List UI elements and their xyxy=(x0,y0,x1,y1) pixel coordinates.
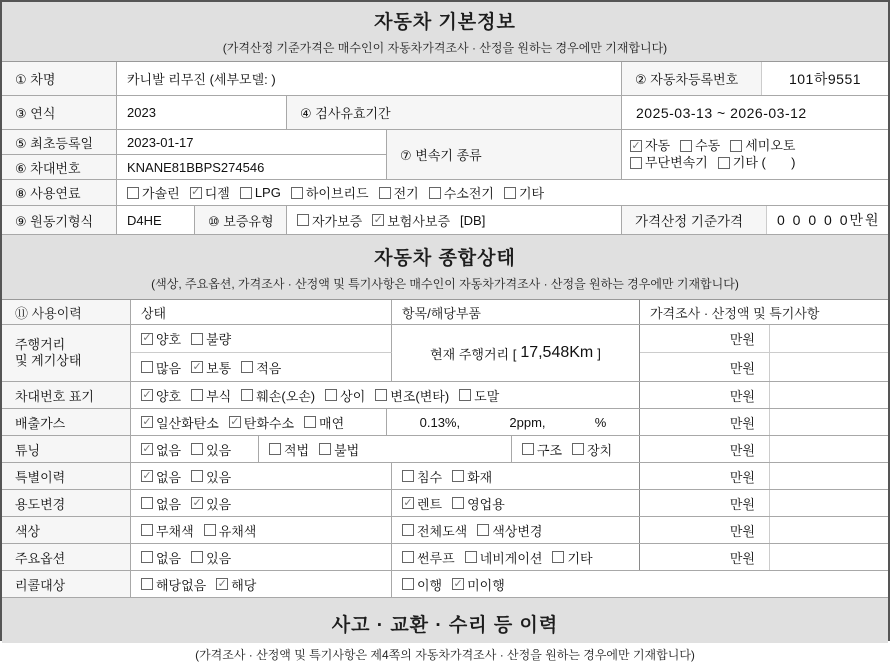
checkbox-label: 기타 xyxy=(518,186,545,201)
unchecked-checkbox-icon[interactable] xyxy=(402,524,414,536)
unchecked-checkbox-icon[interactable] xyxy=(572,443,584,455)
special-price: 만원 xyxy=(640,463,770,489)
overall-header-row xyxy=(2,300,888,325)
unchecked-checkbox-icon[interactable] xyxy=(240,187,252,199)
color-note xyxy=(770,517,888,543)
overall-condition-table xyxy=(2,300,888,598)
checkbox-label: 침수 xyxy=(417,469,443,485)
unchecked-checkbox-icon[interactable] xyxy=(402,470,414,482)
usage-change-type-group xyxy=(392,490,640,516)
checkbox-exists[interactable] xyxy=(191,440,231,459)
section-overall-subtitle: (색상, 주요옵션, 가격조사 · 산정액 및 특기사항은 매수인이 자동차가격조사 · 산정을 원하는 경우에만 기재합니다) xyxy=(151,276,739,291)
engine-value: D4HE xyxy=(117,206,195,234)
emission-hc-value: 2ppm, xyxy=(509,414,546,430)
special-type-group xyxy=(392,463,640,489)
header-price: 가격조사 · 산정액 및 특기사항 xyxy=(650,305,820,321)
checkbox-commercial[interactable] xyxy=(452,494,505,513)
checkbox-label: 썬루프 xyxy=(417,550,455,566)
main-options-price: 만원 xyxy=(640,544,770,570)
row-car-name xyxy=(2,62,888,96)
checked-checkbox-icon[interactable] xyxy=(452,578,464,590)
tuning-label: 튜닝 xyxy=(2,436,131,462)
checkbox-label: 해당없음 xyxy=(156,577,207,593)
main-options-note xyxy=(770,544,888,570)
checkbox-color-change[interactable] xyxy=(477,521,542,540)
color-change-group xyxy=(392,517,640,543)
mileage-amount-group xyxy=(131,353,392,381)
checkbox-label: 수동 xyxy=(695,138,721,154)
checkbox-bad[interactable] xyxy=(191,329,231,348)
inspection-value: 2025-03-13 ~ 2026-03-12 xyxy=(636,104,807,121)
unchecked-checkbox-icon[interactable] xyxy=(379,187,391,199)
checkbox-not-done[interactable] xyxy=(452,575,505,594)
checkbox-damage[interactable] xyxy=(241,386,315,405)
row-emission xyxy=(2,409,888,436)
fuel-options-group xyxy=(117,180,888,205)
first-reg-label: ⑤ 최초등록일 xyxy=(2,130,117,155)
unchecked-checkbox-icon[interactable] xyxy=(127,187,139,199)
special-history-label: 특별이력 xyxy=(2,463,131,489)
color-type-group xyxy=(131,517,392,543)
recall-done-group xyxy=(392,571,640,597)
row-year xyxy=(2,96,888,130)
unchecked-checkbox-icon[interactable] xyxy=(375,389,387,401)
checkbox-label: 상이 xyxy=(340,388,366,404)
main-options-label: 주요옵션 xyxy=(2,544,131,570)
checkbox-rent[interactable] xyxy=(402,494,442,513)
row-firstreg-vin-transmission xyxy=(2,130,888,180)
emission-note xyxy=(770,409,888,435)
checkbox-electric[interactable] xyxy=(379,183,419,202)
emission-co-value: 0.13%, xyxy=(419,414,461,430)
row-color xyxy=(2,517,888,544)
checkbox-good[interactable] xyxy=(141,329,181,348)
checkbox-chromatic[interactable] xyxy=(204,521,257,540)
checkbox-normal[interactable] xyxy=(191,358,231,377)
warranty-db-tag: [DB] xyxy=(460,212,486,228)
unchecked-checkbox-icon[interactable] xyxy=(291,187,303,199)
checkbox-fire[interactable] xyxy=(452,467,492,486)
vin-label: ⑥ 차대번호 xyxy=(2,155,117,179)
checkbox-label: 적법 xyxy=(284,442,310,458)
row-main-options xyxy=(2,544,888,571)
checked-checkbox-icon[interactable] xyxy=(141,416,153,428)
mileage-current-value: 17,548Km xyxy=(520,344,594,361)
checkbox-achromatic[interactable] xyxy=(141,521,194,540)
checkbox-label: 보험사보증 xyxy=(387,213,451,229)
checkbox-label: 부식 xyxy=(206,388,232,404)
row-usage-change xyxy=(2,490,888,517)
checkbox-label: 있음 xyxy=(206,469,232,485)
warranty-options-cell xyxy=(287,206,622,234)
checked-checkbox-icon[interactable] xyxy=(191,497,203,509)
checkbox-insurance[interactable] xyxy=(372,211,450,230)
row-fuel xyxy=(2,180,888,206)
mileage-label-line2: 및 계기상태 xyxy=(15,353,82,368)
unchecked-checkbox-icon[interactable] xyxy=(141,497,153,509)
checked-checkbox-icon[interactable] xyxy=(630,140,642,152)
checkbox-label: 미이행 xyxy=(467,577,505,593)
usage-change-price: 만원 xyxy=(640,490,770,516)
reg-no-value: 101하9551 xyxy=(788,70,862,87)
row-vin-marking xyxy=(2,382,888,409)
checkbox-label: 렌트 xyxy=(417,496,443,512)
tuning-exist-group xyxy=(131,436,259,462)
checkbox-label: 자동 xyxy=(645,138,671,154)
checkbox-not-applicable[interactable] xyxy=(141,575,206,594)
checkbox-label: 하이브리드 xyxy=(305,186,369,201)
checkbox-label: 전체도색 xyxy=(417,523,468,539)
unchecked-checkbox-icon[interactable] xyxy=(204,524,216,536)
unchecked-checkbox-icon[interactable] xyxy=(465,551,477,563)
main-options-type-group xyxy=(392,544,640,570)
color-label: 색상 xyxy=(2,517,131,543)
row-special-history xyxy=(2,463,888,490)
checkbox-different[interactable] xyxy=(325,386,365,405)
section-history-title: 사고 · 교환 · 수리 등 이력 xyxy=(331,615,559,636)
checkbox-flood[interactable] xyxy=(402,467,442,486)
checkbox-co[interactable] xyxy=(141,413,219,432)
section-basic-title: 자동차 기본정보 xyxy=(374,12,516,33)
car-name-value: 카니발 리무진 (세부모델: ) xyxy=(117,62,622,95)
unchecked-checkbox-icon[interactable] xyxy=(297,214,309,226)
checkbox-many[interactable] xyxy=(141,358,181,377)
checkbox-label: 있음 xyxy=(206,496,232,512)
tuning-price: 만원 xyxy=(640,436,770,462)
unchecked-checkbox-icon[interactable] xyxy=(452,497,464,509)
special-exist-group xyxy=(131,463,392,489)
engine-label: ⑨ 원동기형식 xyxy=(2,206,117,234)
unchecked-checkbox-icon[interactable] xyxy=(630,157,642,169)
year-value: 2023 xyxy=(117,96,287,129)
recall-note xyxy=(640,571,888,597)
checkbox-exists[interactable] xyxy=(191,494,231,513)
checked-checkbox-icon[interactable] xyxy=(141,470,153,482)
emission-price: 만원 xyxy=(640,409,770,435)
vin-marking-label: 차대번호 표기 xyxy=(2,382,131,408)
unchecked-checkbox-icon[interactable] xyxy=(191,470,203,482)
header-item: 항목/해당부품 xyxy=(392,300,640,324)
checkbox-full-repaint[interactable] xyxy=(402,521,467,540)
transmission-label: ⑦ 변속기 종류 xyxy=(387,130,622,179)
unchecked-checkbox-icon[interactable] xyxy=(730,140,742,152)
checkbox-label: 화재 xyxy=(467,469,493,485)
checkbox-label: 없음 xyxy=(156,469,182,485)
main-options-exist-group xyxy=(131,544,392,570)
transmission-options-group-1 xyxy=(630,138,805,154)
checkbox-smoke[interactable] xyxy=(304,413,344,432)
checkbox-lpg[interactable] xyxy=(240,185,281,200)
unchecked-checkbox-icon[interactable] xyxy=(680,140,692,152)
section-history-header xyxy=(2,598,888,662)
price-basis-value: 0 0 0 0 0만원 xyxy=(777,212,881,228)
checkbox-few[interactable] xyxy=(241,358,281,377)
checkbox-illegal[interactable] xyxy=(319,440,359,459)
unchecked-checkbox-icon[interactable] xyxy=(504,187,516,199)
checkbox-label: 무단변속기 xyxy=(645,154,708,170)
transmission-options-cell xyxy=(622,130,888,179)
special-note xyxy=(770,463,888,489)
checkbox-label: 무채색 xyxy=(156,523,194,539)
checkbox-label: 네비게이션 xyxy=(479,550,543,566)
basic-info-table xyxy=(2,62,888,235)
first-reg-value: 2023-01-17 xyxy=(117,130,387,155)
checked-checkbox-icon[interactable] xyxy=(372,214,384,226)
mileage-status-group xyxy=(131,325,392,353)
checkbox-none[interactable] xyxy=(141,467,181,486)
checkbox-label: 도말 xyxy=(474,388,500,404)
checkbox-label: 가솔린 xyxy=(142,186,180,201)
checkbox-label: 세미오토 xyxy=(745,138,796,154)
checkbox-label: 이행 xyxy=(417,577,443,593)
reg-no-label: ② 자동차등록번호 xyxy=(622,62,762,95)
checkbox-label: 불량 xyxy=(206,332,232,347)
unchecked-checkbox-icon[interactable] xyxy=(402,578,414,590)
checkbox-label: 많음 xyxy=(156,360,182,376)
tuning-note xyxy=(770,436,888,462)
header-usage: ⑪ 사용이력 xyxy=(2,300,131,324)
checkbox-etc[interactable] xyxy=(718,155,796,171)
checked-checkbox-icon[interactable] xyxy=(191,361,203,373)
checkbox-exists[interactable] xyxy=(191,467,231,486)
checkbox-label: 양호 xyxy=(156,388,182,404)
checkbox-label: 적음 xyxy=(256,360,282,376)
unchecked-checkbox-icon[interactable] xyxy=(552,551,564,563)
transmission-options-group-2 xyxy=(630,155,805,171)
checkbox-label: 변조(변타) xyxy=(390,388,450,404)
warranty-label: ⑩ 보증유형 xyxy=(195,206,287,234)
checkbox-label: LPG xyxy=(254,185,281,200)
checkbox-painted[interactable] xyxy=(459,386,499,405)
row-recall xyxy=(2,571,888,598)
checkbox-semiauto[interactable] xyxy=(730,138,795,154)
recall-applicable-group xyxy=(131,571,392,597)
checkbox-sunroof[interactable] xyxy=(402,548,455,567)
unchecked-checkbox-icon[interactable] xyxy=(429,187,441,199)
checkbox-none[interactable] xyxy=(141,548,181,567)
unchecked-checkbox-icon[interactable] xyxy=(522,443,534,455)
checkbox-none[interactable] xyxy=(141,440,181,459)
unchecked-checkbox-icon[interactable] xyxy=(141,361,153,373)
checkbox-exists[interactable] xyxy=(191,548,231,567)
checkbox-device[interactable] xyxy=(572,440,612,459)
checkbox-cvt[interactable] xyxy=(630,155,708,171)
checkbox-label: 장치 xyxy=(587,442,613,458)
checkbox-none[interactable] xyxy=(141,494,181,513)
checkbox-legal[interactable] xyxy=(269,440,309,459)
fuel-label: ⑧ 사용연료 xyxy=(2,180,117,205)
usage-change-exist-group xyxy=(131,490,392,516)
checkbox-hc[interactable] xyxy=(229,413,294,432)
unchecked-checkbox-icon[interactable] xyxy=(459,389,471,401)
unchecked-checkbox-icon[interactable] xyxy=(718,157,730,169)
vin-marking-note xyxy=(770,382,888,408)
checkbox-label: 보통 xyxy=(206,360,232,376)
row-engine-warranty-price xyxy=(2,206,888,235)
unchecked-checkbox-icon[interactable] xyxy=(269,443,281,455)
unchecked-checkbox-icon[interactable] xyxy=(325,389,337,401)
unchecked-checkbox-icon[interactable] xyxy=(477,524,489,536)
checkbox-manual[interactable] xyxy=(680,138,720,154)
unchecked-checkbox-icon[interactable] xyxy=(191,443,203,455)
mileage-current-prefix: 현재 주행거리 [ xyxy=(430,346,517,362)
checked-checkbox-icon[interactable] xyxy=(402,497,414,509)
checked-checkbox-icon[interactable] xyxy=(229,416,241,428)
checkbox-structure[interactable] xyxy=(522,440,562,459)
checkbox-label: 있음 xyxy=(206,550,232,566)
mileage-note-1 xyxy=(770,325,888,353)
tuning-legal-group xyxy=(259,436,512,462)
checked-checkbox-icon[interactable] xyxy=(141,443,153,455)
checkbox-corrosion[interactable] xyxy=(191,386,231,405)
checkbox-label: 색상변경 xyxy=(492,523,543,539)
checkbox-hybrid[interactable] xyxy=(291,183,369,202)
vin-value: KNANE81BBPS274546 xyxy=(117,155,387,179)
section-basic-subtitle: (가격산정 기준가격은 매수인이 자동차가격조사 · 산정을 원하는 경우에만 기재합니다) xyxy=(222,41,668,55)
checkbox-label: 전기 xyxy=(393,186,419,201)
checkbox-etc[interactable] xyxy=(504,183,544,202)
unchecked-checkbox-icon[interactable] xyxy=(141,551,153,563)
checkbox-good[interactable] xyxy=(141,386,181,405)
inspection-label: ④ 검사유효기간 xyxy=(287,96,622,129)
emission-group xyxy=(131,409,387,435)
unchecked-checkbox-icon[interactable] xyxy=(241,361,253,373)
mileage-price-1: 만원 xyxy=(640,325,770,353)
vin-marking-group xyxy=(131,382,640,408)
checked-checkbox-icon[interactable] xyxy=(190,187,202,199)
checkbox-label: 기타 ( ) xyxy=(732,154,796,170)
color-price: 만원 xyxy=(640,517,770,543)
mileage-label-line1: 주행거리 xyxy=(15,336,66,352)
checkbox-navigation[interactable] xyxy=(465,548,543,567)
checked-checkbox-icon[interactable] xyxy=(141,333,153,345)
checkbox-auto[interactable] xyxy=(630,138,670,154)
checkbox-label: 구조 xyxy=(537,442,563,458)
header-status: 상태 xyxy=(131,300,392,324)
recall-label: 리콜대상 xyxy=(2,571,131,597)
checkbox-label: 훼손(오손) xyxy=(256,388,316,404)
section-overall-header xyxy=(2,235,888,300)
checkbox-gasoline[interactable] xyxy=(127,183,180,202)
checkbox-hydrogen[interactable] xyxy=(429,183,494,202)
row-tuning xyxy=(2,436,888,463)
price-basis-label: 가격산정 기준가격 xyxy=(622,206,767,234)
mileage-note-2 xyxy=(770,353,888,381)
checkbox-label: 기타 xyxy=(567,550,593,566)
checked-checkbox-icon[interactable] xyxy=(216,578,228,590)
emission-label: 배출가스 xyxy=(2,409,131,435)
checkbox-etc[interactable] xyxy=(552,548,592,567)
unchecked-checkbox-icon[interactable] xyxy=(191,551,203,563)
checkbox-label: 있음 xyxy=(206,442,232,458)
car-name-label: ① 차명 xyxy=(2,62,117,95)
year-label: ③ 연식 xyxy=(2,96,117,129)
warranty-options-group xyxy=(297,211,460,230)
unchecked-checkbox-icon[interactable] xyxy=(319,443,331,455)
unchecked-checkbox-icon[interactable] xyxy=(304,416,316,428)
row-mileage xyxy=(2,325,888,382)
usage-change-note xyxy=(770,490,888,516)
section-basic-header xyxy=(2,2,888,62)
checkbox-label: 매연 xyxy=(319,415,345,431)
checkbox-label: 일산화탄소 xyxy=(156,415,219,431)
unchecked-checkbox-icon[interactable] xyxy=(402,551,414,563)
vin-marking-price: 만원 xyxy=(640,382,770,408)
checkbox-label: 불법 xyxy=(334,442,360,458)
usage-change-label: 용도변경 xyxy=(2,490,131,516)
checkbox-label: 없음 xyxy=(156,550,182,566)
checkbox-label: 수소전기 xyxy=(443,186,494,201)
emission-values-cell xyxy=(387,409,640,435)
checkbox-diesel[interactable] xyxy=(190,183,230,202)
unchecked-checkbox-icon[interactable] xyxy=(241,389,253,401)
unchecked-checkbox-icon[interactable] xyxy=(141,578,153,590)
checkbox-altered[interactable] xyxy=(375,386,449,405)
checked-checkbox-icon[interactable] xyxy=(141,389,153,401)
checkbox-label: 탄화수소 xyxy=(243,415,295,431)
checkbox-self[interactable] xyxy=(297,211,362,230)
mileage-current-cell xyxy=(392,325,640,381)
unchecked-checkbox-icon[interactable] xyxy=(191,333,203,345)
checkbox-applicable[interactable] xyxy=(216,575,256,594)
checkbox-label: 없음 xyxy=(156,442,182,458)
section-overall-title: 자동차 종합상태 xyxy=(374,247,516,269)
unchecked-checkbox-icon[interactable] xyxy=(452,470,464,482)
checkbox-label: 없음 xyxy=(156,496,182,512)
emission-smoke-value: % xyxy=(594,414,607,430)
checkbox-label: 디젤 xyxy=(204,186,230,201)
checkbox-label: 해당 xyxy=(231,577,257,593)
mileage-label xyxy=(2,325,131,381)
checkbox-label: 양호 xyxy=(156,332,182,347)
unchecked-checkbox-icon[interactable] xyxy=(191,389,203,401)
unchecked-checkbox-icon[interactable] xyxy=(141,524,153,536)
mileage-current-suffix: ] xyxy=(597,345,601,361)
tuning-type-group xyxy=(512,436,640,462)
mileage-price-2: 만원 xyxy=(640,353,770,381)
checkbox-label: 영업용 xyxy=(467,496,505,512)
checkbox-done[interactable] xyxy=(402,575,442,594)
checkbox-label: 유채색 xyxy=(218,523,257,539)
section-history-subtitle: (가격조사 · 산정액 및 특기사항은 제4쪽의 자동차가격조사 · 산정을 원하는 경우에만 기재합니다) xyxy=(195,648,695,662)
checkbox-label: 자가보증 xyxy=(312,213,363,229)
